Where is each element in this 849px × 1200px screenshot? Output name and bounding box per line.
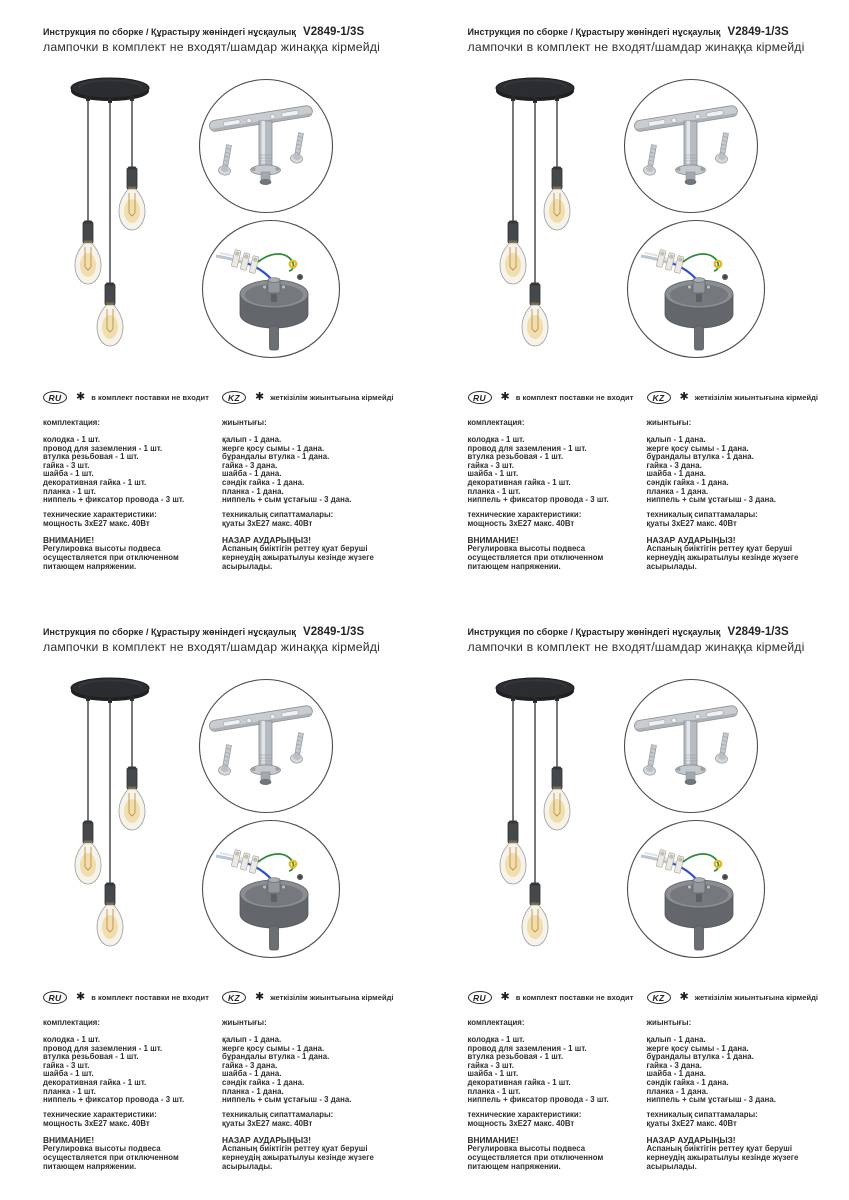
ru-specs <box>468 1111 647 1129</box>
kz-warning-text: Аспаның биіктігін реттеу қуат беруші кернеудің ажыратылуы кезінде жүзеге асырылады. <box>222 544 374 571</box>
ru-parts-list <box>43 1036 222 1105</box>
ceiling-canopy-disc <box>496 78 574 103</box>
kz-column <box>222 390 404 572</box>
asterisk-icon: ✱ <box>500 391 510 403</box>
pendant-lamp-illustration <box>57 76 187 354</box>
list-item: сәндік гайка - 1 дана. <box>646 1077 729 1087</box>
kz-warning-text: Аспаның биіктігін реттеу қуат беруші кернеудің ажыратылуы кезінде жүзеге асырылады. <box>646 1144 799 1171</box>
list-item: гайка - 3 дана. <box>646 460 702 470</box>
list-item: шайба - 1 шт. <box>467 469 519 479</box>
list-item: провод для заземления - 1 шт. <box>43 443 163 453</box>
kz-warning-title: НАЗАР АУДАРЫҢЫЗ! <box>646 535 736 546</box>
list-item: жерге қосу сымы - 1 дана. <box>222 443 325 453</box>
kz-specs-title: техникалық сипаттамалары: <box>646 509 758 519</box>
list-item: сәндік гайка - 1 дана. <box>646 477 729 487</box>
kz-not-included-note: жеткізілім жиынтығына кірмейді <box>694 993 819 1002</box>
edison-bulb-left <box>500 821 526 885</box>
sheet-header <box>43 626 380 654</box>
list-item: шайба - 1 дана. <box>222 469 282 479</box>
asterisk-icon: ✱ <box>679 391 689 403</box>
list-item: втулка резьбовая - 1 шт. <box>467 452 564 462</box>
edison-bulb-middle <box>97 283 123 347</box>
list-item: бұрандалы втулка - 1 дана. <box>646 1052 754 1062</box>
list-item: гайка - 3 шт. <box>43 460 90 470</box>
kz-specs-value: қуаты 3хЕ27 макс. 40Вт <box>646 518 737 528</box>
ru-specs-value: мощность 3хЕ27 макс. 40Вт <box>43 1118 150 1128</box>
model-number: V2849-1/3S <box>302 26 365 38</box>
language-columns <box>43 390 404 572</box>
bulbs-not-included-subtitle: лампочки в комплект не входят/шамдар жинаққа кірмейді <box>467 640 805 654</box>
kz-warning-title: НАЗАР АУДАРЫҢЫЗ! <box>222 535 312 546</box>
list-item: планка - 1 шт. <box>43 486 96 496</box>
kz-badge: KZ <box>222 391 246 404</box>
list-item: гайка - 3 дана. <box>222 460 278 470</box>
ru-warning-title: ВНИМАНИЕ! <box>43 1135 95 1146</box>
kz-badge-row <box>222 390 404 405</box>
list-item: жерге қосу сымы - 1 дана. <box>222 1043 325 1053</box>
kz-badge: KZ <box>647 391 671 404</box>
ru-specs <box>43 1111 222 1129</box>
list-item: планка - 1 шт. <box>467 1086 521 1096</box>
kz-specs-value: қуаты 3хЕ27 макс. 40Вт <box>222 518 313 528</box>
list-item: колодка - 1 шт. <box>467 435 525 444</box>
ru-specs <box>468 511 647 529</box>
list-item: гайка - 3 дана. <box>222 1060 278 1070</box>
pendant-lamp-illustration <box>57 676 187 954</box>
sheet-header <box>468 26 805 54</box>
ru-warning-title: ВНИМАНИЕ! <box>467 1135 519 1146</box>
edison-bulb-right <box>544 167 570 231</box>
ru-not-included-note: в комплект поставки не входит <box>91 993 209 1002</box>
ru-badge: RU <box>43 391 67 404</box>
edison-bulb-right <box>544 767 570 831</box>
ru-parts-list <box>43 436 222 505</box>
ru-list-title: комплектация: <box>43 418 100 427</box>
kz-specs-title: техникалық сипаттамалары: <box>222 509 334 519</box>
list-item: сәндік гайка - 1 дана. <box>222 1077 305 1087</box>
list-item: ниппель + сым ұстағыш - 3 дана. <box>222 1095 352 1105</box>
list-item: колодка - 1 шт. <box>43 435 101 444</box>
ru-column <box>468 390 647 572</box>
list-item: гайка - 3 шт. <box>43 1060 90 1070</box>
list-item: декоративная гайка - 1 шт. <box>467 1077 571 1087</box>
list-item: колодка - 1 шт. <box>43 1035 101 1044</box>
kz-specs-title: техникалық сипаттамалары: <box>222 1109 334 1119</box>
bulbs-not-included-subtitle: лампочки в комплект не входят/шамдар жинаққа кірмейді <box>43 40 380 54</box>
kz-not-included-note: жеткізілім жиынтығына кірмейді <box>694 393 819 402</box>
ru-parts-list <box>468 1036 647 1105</box>
asterisk-icon: ✱ <box>76 391 86 403</box>
asterisk-icon: ✱ <box>255 991 265 1003</box>
kz-specs <box>647 1111 829 1129</box>
kz-warning-title: НАЗАР АУДАРЫҢЫЗ! <box>646 1135 736 1146</box>
edison-bulb-middle <box>522 883 548 947</box>
list-item: бұрандалы втулка - 1 дана. <box>222 452 330 462</box>
ru-specs <box>43 511 222 529</box>
model-number: V2849-1/3S <box>727 626 789 638</box>
edison-bulb-middle <box>97 883 123 947</box>
wiring-detail-circle <box>625 218 767 360</box>
ru-list-title: комплектация: <box>467 418 525 427</box>
header-title-line <box>43 626 380 638</box>
edison-bulb-left <box>75 221 101 285</box>
list-item: ниппель + фиксатор провода - 3 шт. <box>43 495 185 505</box>
list-item: шайба - 1 шт. <box>467 1069 519 1079</box>
wiring-detail-circle <box>625 818 767 960</box>
list-item: ниппель + фиксатор провода - 3 шт. <box>467 1095 609 1105</box>
fixing-nut <box>722 874 728 880</box>
list-item: планка - 1 дана. <box>222 1086 284 1096</box>
sheet-header <box>43 26 380 54</box>
list-item: жерге қосу сымы - 1 дана. <box>646 443 749 453</box>
ru-not-included-note: в комплект поставки не входит <box>515 993 634 1002</box>
kz-specs-value: қуаты 3хЕ27 макс. 40Вт <box>646 1118 737 1128</box>
mounting-bracket-detail-circle <box>197 77 335 215</box>
list-item: қалып - 1 дана. <box>222 1035 282 1044</box>
list-item: декоративная гайка - 1 шт. <box>467 477 571 487</box>
fixing-nut <box>722 274 728 280</box>
ru-warning-text: Регулировка высоты подвеса осуществляется при отключенном питающем напряжении. <box>467 544 604 571</box>
model-number: V2849-1/3S <box>302 626 365 638</box>
edison-bulb-left <box>75 821 101 885</box>
ru-badge: RU <box>468 991 492 1004</box>
kz-parts-list <box>647 436 829 505</box>
ru-warning-text: Регулировка высоты подвеса осуществляется при отключенном питающем напряжении. <box>43 1144 179 1171</box>
list-item: ниппель + фиксатор провода - 3 шт. <box>467 495 609 505</box>
list-item: ниппель + сым ұстағыш - 3 дана. <box>646 1095 777 1105</box>
bulbs-not-included-subtitle: лампочки в комплект не входят/шамдар жинаққа кірмейді <box>467 40 805 54</box>
assembly-instruction-title: Инструкция по сборке / Құрастыру жөніндегі нұсқаулық <box>467 627 721 637</box>
list-item: шайба - 1 шт. <box>43 1069 94 1079</box>
model-number: V2849-1/3S <box>727 26 789 38</box>
kz-warning-text: Аспаның биіктігін реттеу қуат беруші кернеудің ажыратылуы кезінде жүзеге асырылады. <box>646 544 799 571</box>
kz-badge: KZ <box>647 991 671 1004</box>
kz-parts-list <box>222 436 404 505</box>
mounting-bracket-detail-circle <box>197 677 335 815</box>
ru-warning-title: ВНИМАНИЕ! <box>43 535 95 546</box>
wiring-detail-circle <box>200 818 342 960</box>
ru-badge-row <box>468 990 647 1005</box>
mounting-bracket-detail-circle <box>622 77 760 215</box>
list-item: сәндік гайка - 1 дана. <box>222 477 305 487</box>
ru-list-title: комплектация: <box>467 1018 525 1027</box>
assembly-instruction-title: Инструкция по сборке / Құрастыру жөніндегі нұсқаулық <box>43 627 296 637</box>
list-item: втулка резьбовая - 1 шт. <box>467 1052 564 1062</box>
fixing-nut <box>297 274 303 280</box>
ru-badge: RU <box>43 991 67 1004</box>
ru-column <box>43 390 222 572</box>
kz-badge: KZ <box>222 991 246 1004</box>
list-item: ниппель + сым ұстағыш - 3 дана. <box>222 495 352 505</box>
list-item: втулка резьбовая - 1 шт. <box>43 452 139 462</box>
ru-specs-value: мощность 3хЕ27 макс. 40Вт <box>43 518 150 528</box>
ru-column <box>43 990 222 1172</box>
language-columns <box>43 990 404 1172</box>
ru-specs-title: технические характеристики: <box>467 509 582 519</box>
assembly-instruction-title: Инструкция по сборке / Құрастыру жөніндегі нұсқаулық <box>43 27 296 37</box>
kz-warning-title: НАЗАР АУДАРЫҢЫЗ! <box>222 1135 312 1146</box>
kz-badge-row <box>222 990 404 1005</box>
ceiling-canopy-disc <box>71 678 149 703</box>
edison-bulb-right <box>119 167 145 231</box>
list-item: шайба - 1 дана. <box>222 1069 282 1079</box>
ru-not-included-note: в комплект поставки не входит <box>91 393 209 402</box>
list-item: планка - 1 шт. <box>43 1086 96 1096</box>
ru-badge-row <box>468 390 647 405</box>
kz-list-title: жиынтығы: <box>646 418 692 427</box>
ru-specs-title: технические характеристики: <box>43 1109 157 1119</box>
asterisk-icon: ✱ <box>500 991 510 1003</box>
sheet-header <box>468 626 805 654</box>
ru-badge-row <box>43 390 222 405</box>
ru-warning-title: ВНИМАНИЕ! <box>467 535 519 546</box>
list-item: ниппель + фиксатор провода - 3 шт. <box>43 1095 185 1105</box>
header-title-line <box>468 26 805 38</box>
list-item: декоративная гайка - 1 шт. <box>43 1077 147 1087</box>
ru-specs-value: мощность 3хЕ27 макс. 40Вт <box>467 1118 575 1128</box>
kz-column <box>222 990 404 1172</box>
ru-badge: RU <box>468 391 492 404</box>
bulbs-not-included-subtitle: лампочки в комплект не входят/шамдар жинаққа кірмейді <box>43 640 380 654</box>
list-item: қалып - 1 дана. <box>646 1035 706 1044</box>
ru-warning-text: Регулировка высоты подвеса осуществляется при отключенном питающем напряжении. <box>43 544 179 571</box>
instruction-sheet <box>425 0 849 600</box>
ru-badge-row <box>43 990 222 1005</box>
language-columns <box>468 390 829 572</box>
list-item: планка - 1 дана. <box>222 486 284 496</box>
fixing-nut <box>297 874 303 880</box>
ru-specs-title: технические характеристики: <box>43 509 157 519</box>
kz-column <box>647 390 829 572</box>
kz-specs-value: қуаты 3хЕ27 макс. 40Вт <box>222 1118 313 1128</box>
list-item: втулка резьбовая - 1 шт. <box>43 1052 139 1062</box>
list-item: ниппель + сым ұстағыш - 3 дана. <box>646 495 777 505</box>
list-item: жерге қосу сымы - 1 дана. <box>646 1043 749 1053</box>
language-columns <box>468 990 829 1172</box>
wiring-detail-circle <box>200 218 342 360</box>
kz-badge-row <box>647 990 829 1005</box>
ru-column <box>468 990 647 1172</box>
ceiling-canopy-disc <box>496 678 574 703</box>
mounting-bracket-detail-circle <box>622 677 760 815</box>
ru-not-included-note: в комплект поставки не входит <box>515 393 634 402</box>
ru-warning-text: Регулировка высоты подвеса осуществляется при отключенном питающем напряжении. <box>467 1144 604 1171</box>
assembly-instruction-title: Инструкция по сборке / Құрастыру жөніндегі нұсқаулық <box>467 27 721 37</box>
list-item: бұрандалы втулка - 1 дана. <box>646 452 754 462</box>
asterisk-icon: ✱ <box>255 391 265 403</box>
kz-specs-title: техникалық сипаттамалары: <box>646 1109 758 1119</box>
kz-badge-row <box>647 390 829 405</box>
instruction-sheet <box>0 600 425 1200</box>
kz-specs <box>222 511 404 529</box>
list-item: қалып - 1 дана. <box>222 435 282 444</box>
list-item: провод для заземления - 1 шт. <box>43 1043 163 1053</box>
list-item: гайка - 3 дана. <box>646 1060 702 1070</box>
ru-parts-list <box>468 436 647 505</box>
instruction-sheet <box>425 600 849 1200</box>
kz-specs <box>647 511 829 529</box>
kz-list-title: жиынтығы: <box>646 1018 692 1027</box>
list-item: шайба - 1 дана. <box>646 1069 706 1079</box>
list-item: планка - 1 шт. <box>467 486 521 496</box>
kz-list-title: жиынтығы: <box>222 418 267 427</box>
asterisk-icon: ✱ <box>76 991 86 1003</box>
kz-not-included-note: жеткізілім жиынтығына кірмейді <box>270 993 394 1002</box>
edison-bulb-right <box>119 767 145 831</box>
kz-warning-text: Аспаның биіктігін реттеу қуат беруші кернеудің ажыратылуы кезінде жүзеге асырылады. <box>222 1144 374 1171</box>
list-item: шайба - 1 дана. <box>646 469 706 479</box>
ru-specs-title: технические характеристики: <box>467 1109 582 1119</box>
header-title-line <box>468 626 805 638</box>
kz-parts-list <box>222 1036 404 1105</box>
instruction-sheet <box>0 0 425 600</box>
asterisk-icon: ✱ <box>679 991 689 1003</box>
list-item: планка - 1 дана. <box>646 486 709 496</box>
list-item: провод для заземления - 1 шт. <box>467 1043 587 1053</box>
edison-bulb-middle <box>522 283 548 347</box>
kz-list-title: жиынтығы: <box>222 1018 267 1027</box>
kz-parts-list <box>647 1036 829 1105</box>
ceiling-canopy-disc <box>71 78 149 103</box>
kz-not-included-note: жеткізілім жиынтығына кірмейді <box>270 393 394 402</box>
edison-bulb-left <box>500 221 526 285</box>
header-title-line <box>43 26 380 38</box>
ru-specs-value: мощность 3хЕ27 макс. 40Вт <box>467 518 575 528</box>
list-item: планка - 1 дана. <box>646 1086 709 1096</box>
ru-list-title: комплектация: <box>43 1018 100 1027</box>
list-item: колодка - 1 шт. <box>467 1035 525 1044</box>
list-item: қалып - 1 дана. <box>646 435 706 444</box>
kz-column <box>647 990 829 1172</box>
list-item: бұрандалы втулка - 1 дана. <box>222 1052 330 1062</box>
list-item: гайка - 3 шт. <box>467 1060 514 1070</box>
pendant-lamp-illustration <box>482 676 612 954</box>
list-item: гайка - 3 шт. <box>467 460 514 470</box>
list-item: декоративная гайка - 1 шт. <box>43 477 147 487</box>
list-item: шайба - 1 шт. <box>43 469 94 479</box>
kz-specs <box>222 1111 404 1129</box>
pendant-lamp-illustration <box>482 76 612 354</box>
list-item: провод для заземления - 1 шт. <box>467 443 587 453</box>
